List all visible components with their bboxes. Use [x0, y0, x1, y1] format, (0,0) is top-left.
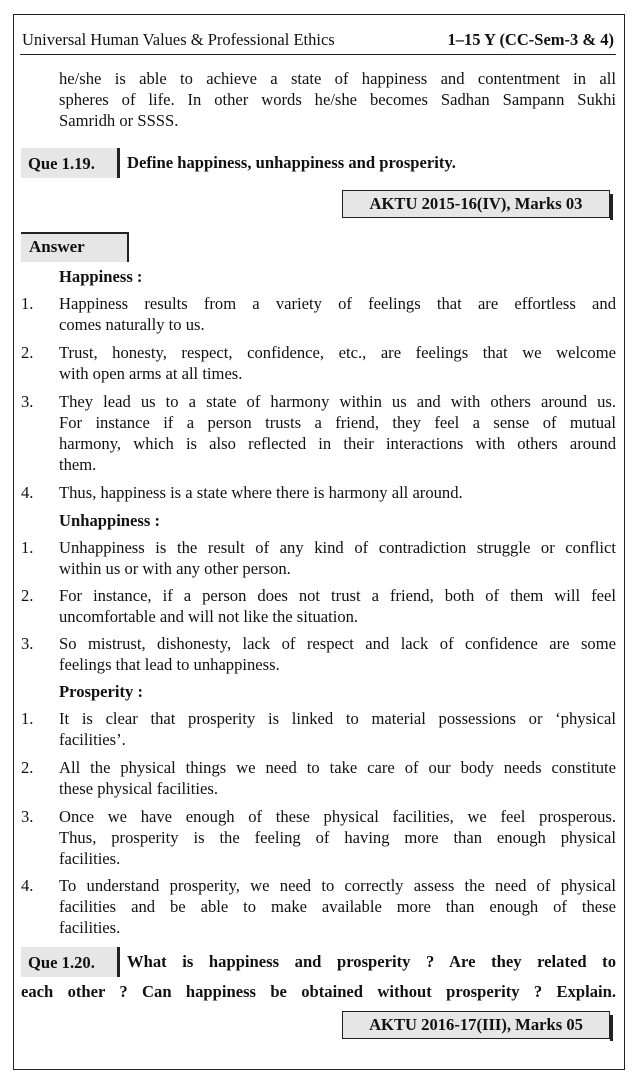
question-number: Que 1.20.	[28, 953, 95, 972]
exam-reference: AKTU 2015-16(IV), Marks 03	[342, 190, 610, 218]
section-heading: Prosperity :	[59, 682, 144, 701]
item-line: For instance, if a person does not trust a friend, both of them will feel	[59, 586, 616, 605]
page-number: 1–15 Y (CC-Sem-3 & 4)	[447, 30, 614, 49]
item-number: 1.	[21, 538, 34, 557]
item-line: facilities and be able to make available more than enough of these	[59, 897, 616, 916]
question-text: each other ? Can happiness be obtained without prosperity ? Explain.	[21, 982, 616, 1001]
question-number: Que 1.19.	[28, 154, 95, 173]
item-number: 3.	[21, 392, 34, 411]
section-heading: Happiness :	[59, 267, 143, 286]
item-line: Thus, prosperity is the feeling of having more than enough physical	[59, 828, 616, 847]
question-number-box	[21, 148, 117, 178]
item-line: these physical facilities.	[59, 779, 218, 798]
question-text: Define happiness, unhappiness and prosperity.	[127, 153, 456, 172]
item-line: feelings that lead to unhappiness.	[59, 655, 280, 674]
page-header	[20, 24, 616, 55]
item-number: 2.	[21, 758, 34, 777]
item-line: with open arms at all times.	[59, 364, 243, 383]
item-line: To understand prosperity, we need to correctly assess the need of physical	[59, 876, 616, 895]
question-text: What is happiness and prosperity ? Are they related to	[127, 952, 616, 971]
section-heading: Unhappiness :	[59, 511, 160, 530]
intro-line: he/she is able to achieve a state of happiness and contentment in all	[59, 69, 616, 88]
item-number: 4.	[21, 876, 34, 895]
answer-label: Answer	[21, 232, 127, 262]
item-line: facilities.	[59, 849, 121, 868]
item-line: For instance if a person trusts a friend, they feel a sense of mutual	[59, 413, 616, 432]
intro-line: Samridh or SSSS.	[59, 111, 179, 130]
item-line: comes naturally to us.	[59, 315, 205, 334]
item-number: 3.	[21, 634, 34, 653]
item-line: Unhappiness is the result of any kind of contradiction struggle or conflict	[59, 538, 616, 557]
item-number: 3.	[21, 807, 34, 826]
item-line: facilities’.	[59, 730, 126, 749]
item-line: facilities.	[59, 918, 121, 937]
book-title: Universal Human Values & Professional Ethics	[22, 30, 335, 49]
item-number: 2.	[21, 343, 34, 362]
item-number: 1.	[21, 294, 34, 313]
intro-line: spheres of life. In other words he/she becomes Sadhan Sampann Sukhi	[59, 90, 616, 109]
question-number-box	[21, 947, 117, 977]
item-line: Once we have enough of these physical facilities, we feel prosperous.	[59, 807, 616, 826]
item-line: It is clear that prosperity is linked to material possessions or ‘physical	[59, 709, 616, 728]
item-line: within us or with any other person.	[59, 559, 291, 578]
item-line: Trust, honesty, respect, confidence, etc., are feelings that we welcome	[59, 343, 616, 362]
item-line: harmony, which is also reflected in their interactions with others around	[59, 434, 616, 453]
item-number: 2.	[21, 586, 34, 605]
item-line: They lead us to a state of harmony within us and with others around us.	[59, 392, 616, 411]
item-number: 1.	[21, 709, 34, 728]
item-line: Thus, happiness is a state where there is harmony all around.	[59, 483, 463, 502]
item-line: them.	[59, 455, 97, 474]
item-line: All the physical things we need to take care of our body needs constitute	[59, 758, 616, 777]
item-number: 4.	[21, 483, 34, 502]
item-line: So mistrust, dishonesty, lack of respect and lack of confidence are some	[59, 634, 616, 653]
item-line: uncomfortable and will not like the situation.	[59, 607, 359, 626]
exam-reference: AKTU 2016-17(III), Marks 05	[342, 1011, 610, 1039]
item-line: Happiness results from a variety of feelings that are effortless and	[59, 294, 616, 313]
